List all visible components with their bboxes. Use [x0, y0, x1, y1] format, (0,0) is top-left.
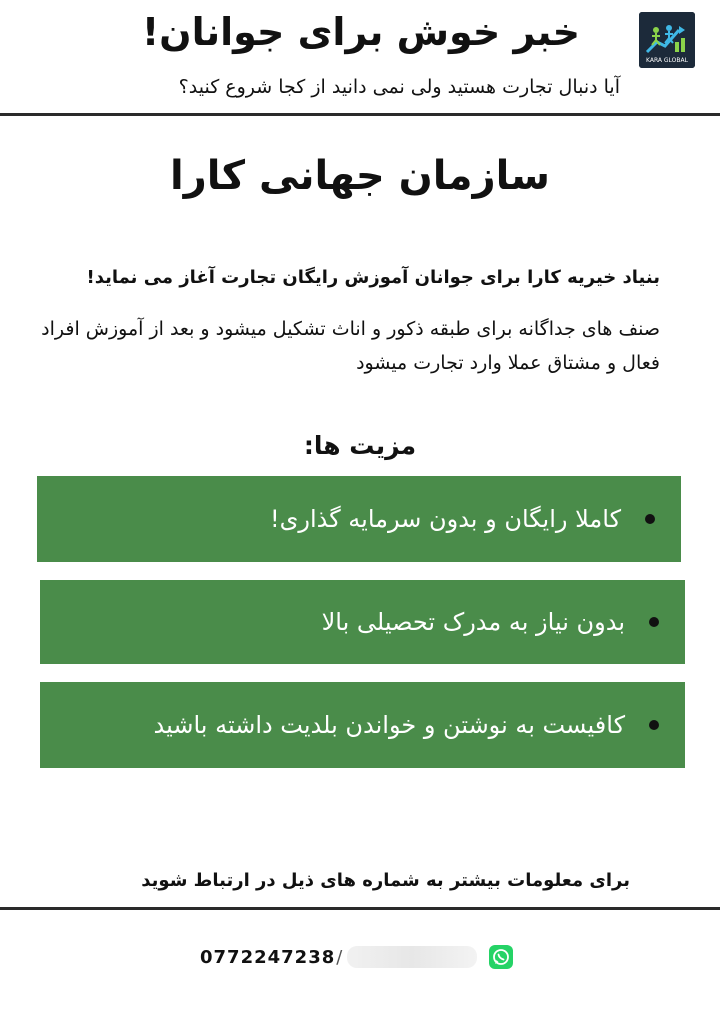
contact-note: برای معلومات بیشتر به شماره های ذیل در ارتباط شوید: [141, 870, 630, 891]
benefit-label: کاملا رایگان و بدون سرمایه گذاری!: [269, 505, 621, 533]
bullet-dot-icon: [649, 617, 659, 627]
bottom-divider: [0, 907, 720, 910]
whatsapp-icon[interactable]: [489, 945, 513, 969]
benefit-item-no-degree: [40, 580, 685, 664]
headline: خبر خوش برای جوانان!: [141, 10, 580, 54]
benefit-item-free: [37, 476, 681, 562]
contact-phone-row: [200, 940, 600, 974]
phone-separator: /: [336, 946, 343, 968]
subheadline: آیا دنبال تجارت هستید ولی نمی دانید از کجا شروع کنید؟: [178, 76, 620, 98]
logo-text: KARA GLOBAL: [646, 57, 688, 64]
bullet-dot-icon: [645, 514, 655, 524]
kara-global-logo: [639, 12, 695, 68]
top-divider: [0, 113, 720, 116]
phone-number[interactable]: 0772247238: [200, 946, 336, 968]
benefit-item-literacy: [40, 682, 685, 768]
organization-title: سازمان جهانی کارا: [170, 153, 550, 199]
bullet-dot-icon: [649, 720, 659, 730]
benefit-label: کافیست به نوشتن و خواندن بلدیت داشته باشید: [153, 711, 625, 739]
intro-text: بنیاد خیریه کارا برای جوانان آموزش رایگان تجارت آغاز می نماید!: [86, 267, 660, 288]
description-text: صنف های جداگانه برای طبقه ذکور و اناث تشکیل میشود و بعد از آموزش افراد فعال و مشتاق عملا وارد تجارت میشود: [41, 318, 660, 374]
benefits-heading: مزیت ها:: [303, 431, 417, 460]
benefit-label: بدون نیاز به مدرک تحصیلی بالا: [321, 608, 625, 636]
redacted-phone: [347, 946, 477, 968]
